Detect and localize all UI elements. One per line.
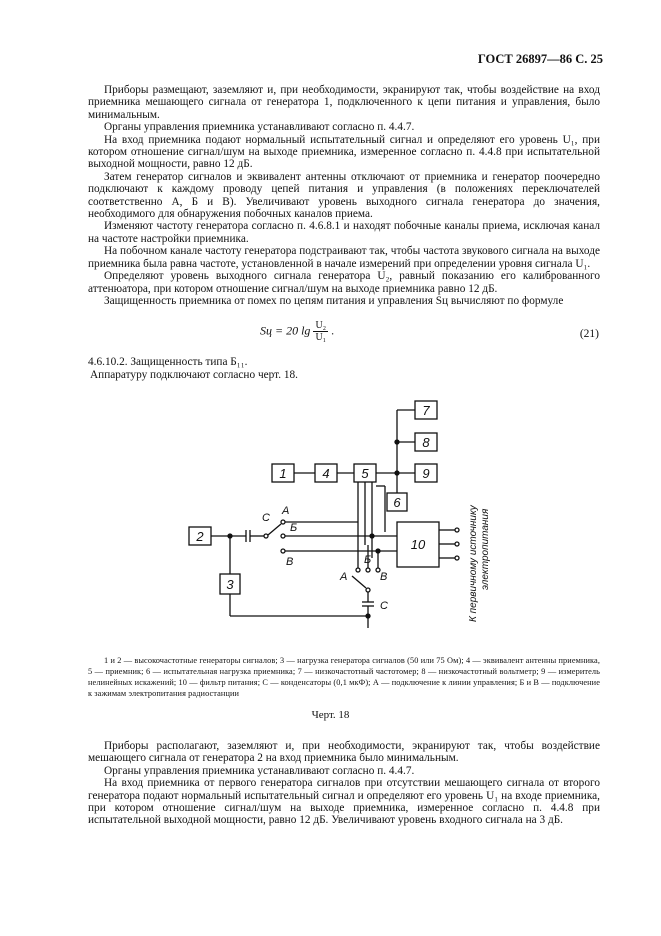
box-label: 8	[422, 435, 430, 450]
box-label: 9	[422, 466, 430, 481]
box-label: 2	[196, 529, 204, 544]
box-label: 4	[322, 466, 330, 481]
switch-label: А	[340, 571, 348, 583]
capacitor-label: С	[262, 512, 270, 524]
paragraph: На побочном канале частоту генератора подстраивают так, чтобы частота звукового сигнала на выходе приемника была равна частоте, установленной в начале измерений при определении уровня сигнала U₁.	[88, 245, 600, 270]
switch-label: В	[286, 556, 294, 568]
switch-label: А	[282, 505, 290, 517]
capacitor-label: С	[380, 600, 388, 612]
switch-label: Б	[364, 554, 372, 566]
section-note: Аппаратуру подключают согласно черт. 18.	[90, 369, 298, 381]
figure-legend	[88, 655, 600, 699]
formula-denominator: U₁	[315, 332, 327, 343]
formula-tail: .	[331, 323, 335, 338]
box-label: 1	[279, 466, 287, 481]
page-header: ГОСТ 26897—86 С. 25	[477, 52, 603, 66]
paragraph: Защищенность приемника от помех по цепям питания и управления Sц вычисляют по формуле	[104, 294, 564, 307]
switch-label: В	[380, 571, 388, 583]
paragraph: Изменяют частоту генератора согласно п. 4.6.8.1 и находят побочные каналы приема, исключая канал на частоте настройки приемника.	[88, 220, 600, 245]
box-label: 6	[393, 495, 401, 510]
side-label: электропитания	[480, 508, 491, 590]
equation-number: (21)	[579, 328, 599, 340]
formula-numerator: U₂	[315, 320, 327, 331]
formula-lhs: Sц = 20 lg	[260, 323, 311, 338]
figure-caption: Черт. 18	[311, 709, 350, 721]
paragraph: На вход приемника от первого генератора сигналов при отсутствии мешающего сигнала от второго генератора подают нормальный испытательный сигнал и определяют его уровень U₁ на входе приемника, при котором отношение сигнал/шум на выходе приемника, измеренное согласно п. 4.4.8 при испытательной выходной мощности, равно 12 дБ. Увеличивают уровень входного сигнала на 3 дБ.	[88, 777, 600, 827]
paragraph: Затем генератор сигналов и эквивалент антенны отключают от приемника и генератор поочередно подключают к каждому проводу цепей питания и управления (в положениях переключателей соответственно А, Б и В). Увеличивают уровень выходного сигнала генератора до значения, необходимого для обнаружения побочных каналов приема.	[88, 170, 600, 221]
switch-label: Б	[290, 522, 298, 534]
legend-text: 1 и 2 — высокочастотные генераторы сигналов; 3 — нагрузка генератора сигналов (50 или 75 Ом); 4 — эквивалент антенны приемника, 5 — приемник; 6 — испытательная нагрузка приемника; 7 — низкочастотный частотомер; 8 — низкочастотный вольтметр; 9 — измеритель нелинейных искажений; 10 — фильтр питания; С — конденсаторы (0,1 мкФ); А — подключение к линии управления; Б и В — подключение к зажимам электропитания радиостанции	[88, 656, 600, 698]
paragraph: Приборы размещают, заземляют и, при необходимости, экранируют так, чтобы воздействие на вход приемника мешающего сигнала от генератора 1, подключенного к цепи питания и управления, было минимальным.	[88, 84, 600, 121]
box-label: 7	[422, 403, 430, 418]
section-title: 4.6.10.2. Защищенность типа Б₁₁.	[88, 356, 248, 368]
side-label: К первичному источнику	[468, 505, 479, 622]
paragraph: Органы управления приемника устанавливают согласно п. 4.4.7.	[104, 121, 415, 134]
paragraph: Органы управления приемника устанавливают согласно п. 4.4.7.	[104, 764, 415, 777]
text-block-top	[88, 84, 600, 307]
text-block-bottom	[88, 740, 600, 827]
formula-fraction	[313, 320, 328, 343]
box-label: 10	[410, 537, 426, 552]
box-label: 3	[226, 577, 234, 592]
paragraph: Определяют уровень выходного сигнала генератора U₂, равный показанию его калиброванного аттенюатора, при котором отношение сигнал/шум на выходе приемника равно 12 дБ.	[88, 270, 600, 295]
paragraph: Приборы располагают, заземляют и, при необходимости, экранируют так, чтобы воздействие мешающего сигнала от генератора 2 на вход приемника было минимальным.	[88, 740, 600, 765]
box-label: 5	[361, 466, 369, 481]
formula-21	[260, 320, 334, 343]
paragraph: На вход приемника подают нормальный испытательный сигнал и определяют его уровень U₁, при котором отношение сигнал/шум на выходе приемника, измеренное согласно п. 4.4.8 при испытательной выходной мощности, равно 12 дБ.	[88, 133, 600, 171]
circuit-diagram	[0, 390, 661, 690]
